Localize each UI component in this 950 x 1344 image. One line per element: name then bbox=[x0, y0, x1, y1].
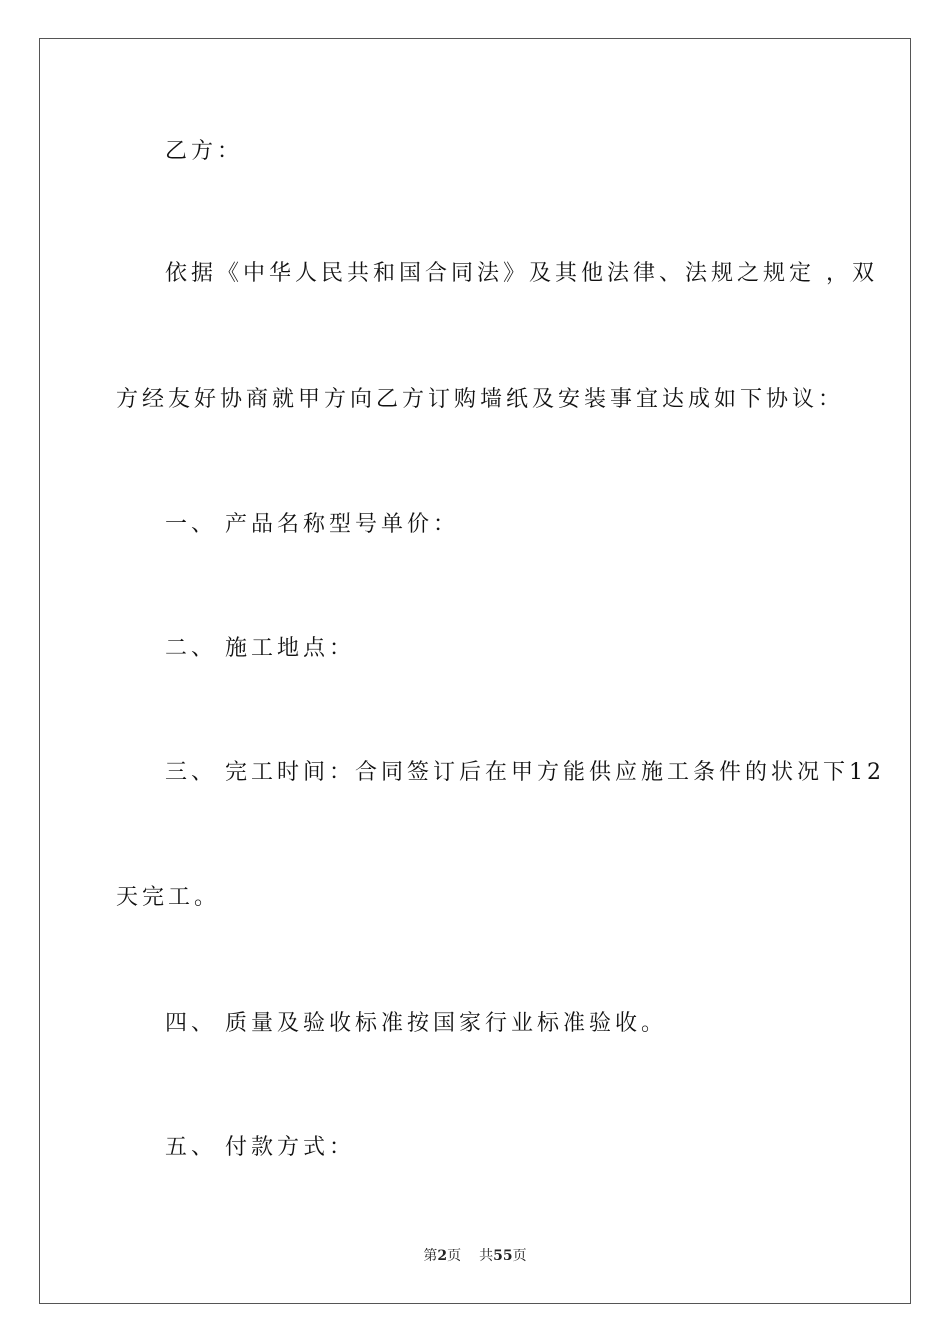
item-5-number: 五、 bbox=[165, 1135, 218, 1160]
item-2 bbox=[165, 638, 355, 660]
footer-total-pages: 55 bbox=[493, 1248, 513, 1264]
footer-total-prefix: 共 bbox=[479, 1248, 494, 1264]
item-5 bbox=[165, 1137, 355, 1159]
item-3-number: 三、 bbox=[165, 760, 218, 785]
intro-line-1: 依据《中华人民共和国合同法》及其他法律、法规之规定 ，双 bbox=[165, 261, 878, 286]
item-4-text: 质量及验收标准按国家行业标准验收。 bbox=[225, 1011, 668, 1036]
item-3-text: 完工时间：合同签订后在甲方能供应施工条件的状况下12 bbox=[225, 760, 885, 785]
item-1-number: 一、 bbox=[165, 512, 218, 537]
footer-total-suffix: 页 bbox=[512, 1248, 527, 1264]
footer-page-prefix: 第 bbox=[423, 1248, 438, 1264]
item-1-text: 产品名称型号单价： bbox=[225, 512, 460, 537]
party-b-label: 乙方： bbox=[165, 139, 244, 164]
item-5-text: 付款方式： bbox=[225, 1135, 356, 1160]
page-footer bbox=[0, 1249, 950, 1263]
item-2-number: 二、 bbox=[165, 636, 218, 661]
intro-line-2: 方经友好协商就甲方向乙方订购墙纸及安装事宜达成如下协议： bbox=[116, 387, 845, 412]
item-2-text: 施工地点： bbox=[225, 636, 356, 661]
item-4 bbox=[165, 1013, 667, 1035]
item-3-continuation: 天完工。 bbox=[116, 885, 221, 910]
item-1 bbox=[165, 514, 459, 536]
footer-page-suffix: 页 bbox=[447, 1248, 462, 1264]
item-3 bbox=[165, 762, 885, 784]
item-4-number: 四、 bbox=[165, 1011, 218, 1036]
page-border bbox=[39, 38, 911, 1304]
footer-page-number: 2 bbox=[437, 1248, 448, 1264]
